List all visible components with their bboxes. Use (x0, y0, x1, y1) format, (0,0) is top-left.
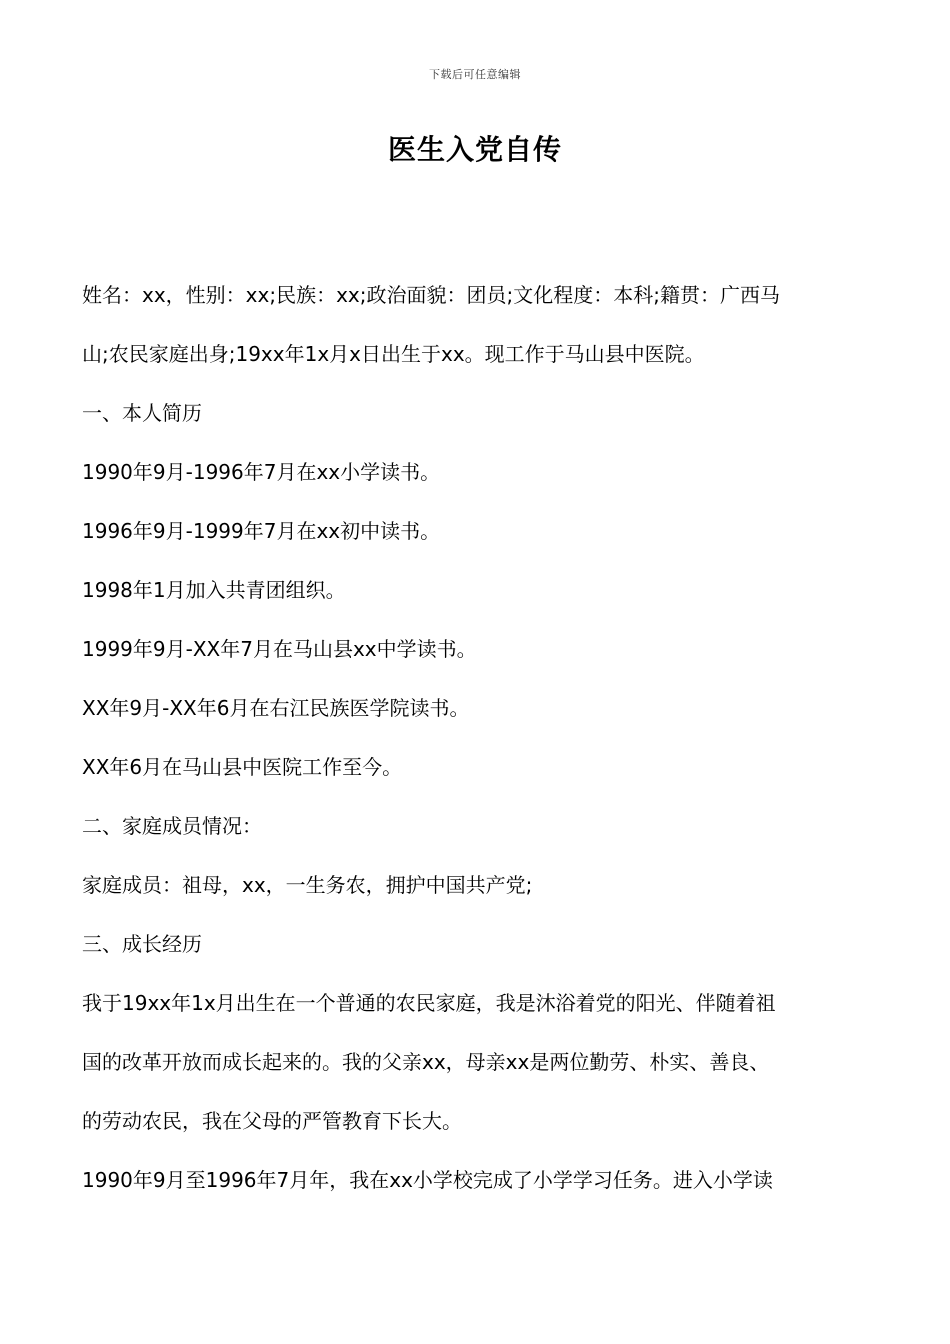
paragraph-line: 姓名：xx，性别：xx;民族：xx;政治面貌：团员;文化程度：本科;籍贯：广西马 (82, 283, 780, 307)
paragraph-line: 1990年9月至1996年7月年，我在xx小学校完成了小学学习任务。进入小学读 (82, 1168, 773, 1192)
resume-entry: 1998年1月加入共青团组织。 (82, 578, 346, 602)
paragraph-line: 山;农民家庭出身;19xx年1x月x日出生于xx。现工作于马山县中医院。 (82, 342, 705, 366)
resume-entry: 1999年9月-XX年7月在马山县xx中学读书。 (82, 637, 477, 661)
resume-entry: XX年9月-XX年6月在右江民族医学院读书。 (82, 696, 470, 720)
header-note: 下载后可任意编辑 (429, 68, 521, 81)
section-heading: 一、本人简历 (82, 401, 202, 425)
page-title: 医生入党自传 (387, 133, 562, 166)
resume-entry: 1996年9月-1999年7月在xx初中读书。 (82, 519, 441, 543)
resume-entry: 1990年9月-1996年7月在xx小学读书。 (82, 460, 441, 484)
document-body (82, 266, 872, 1210)
paragraph-line: 我于19xx年1x月出生在一个普通的农民家庭，我是沐浴着党的阳光、伴随着祖 (82, 991, 776, 1015)
resume-entry: XX年6月在马山县中医院工作至今。 (82, 755, 403, 779)
paragraph-line: 国的改革开放而成长起来的。我的父亲xx，母亲xx是两位勤劳、朴实、善良、 (82, 1050, 770, 1074)
paragraph-line: 的劳动农民，我在父母的严管教育下长大。 (82, 1109, 462, 1133)
family-member-line: 家庭成员：祖母，xx，一生务农，拥护中国共产党; (82, 873, 533, 897)
section-heading: 二、家庭成员情况： (82, 814, 262, 838)
section-heading: 三、成长经历 (82, 932, 202, 956)
